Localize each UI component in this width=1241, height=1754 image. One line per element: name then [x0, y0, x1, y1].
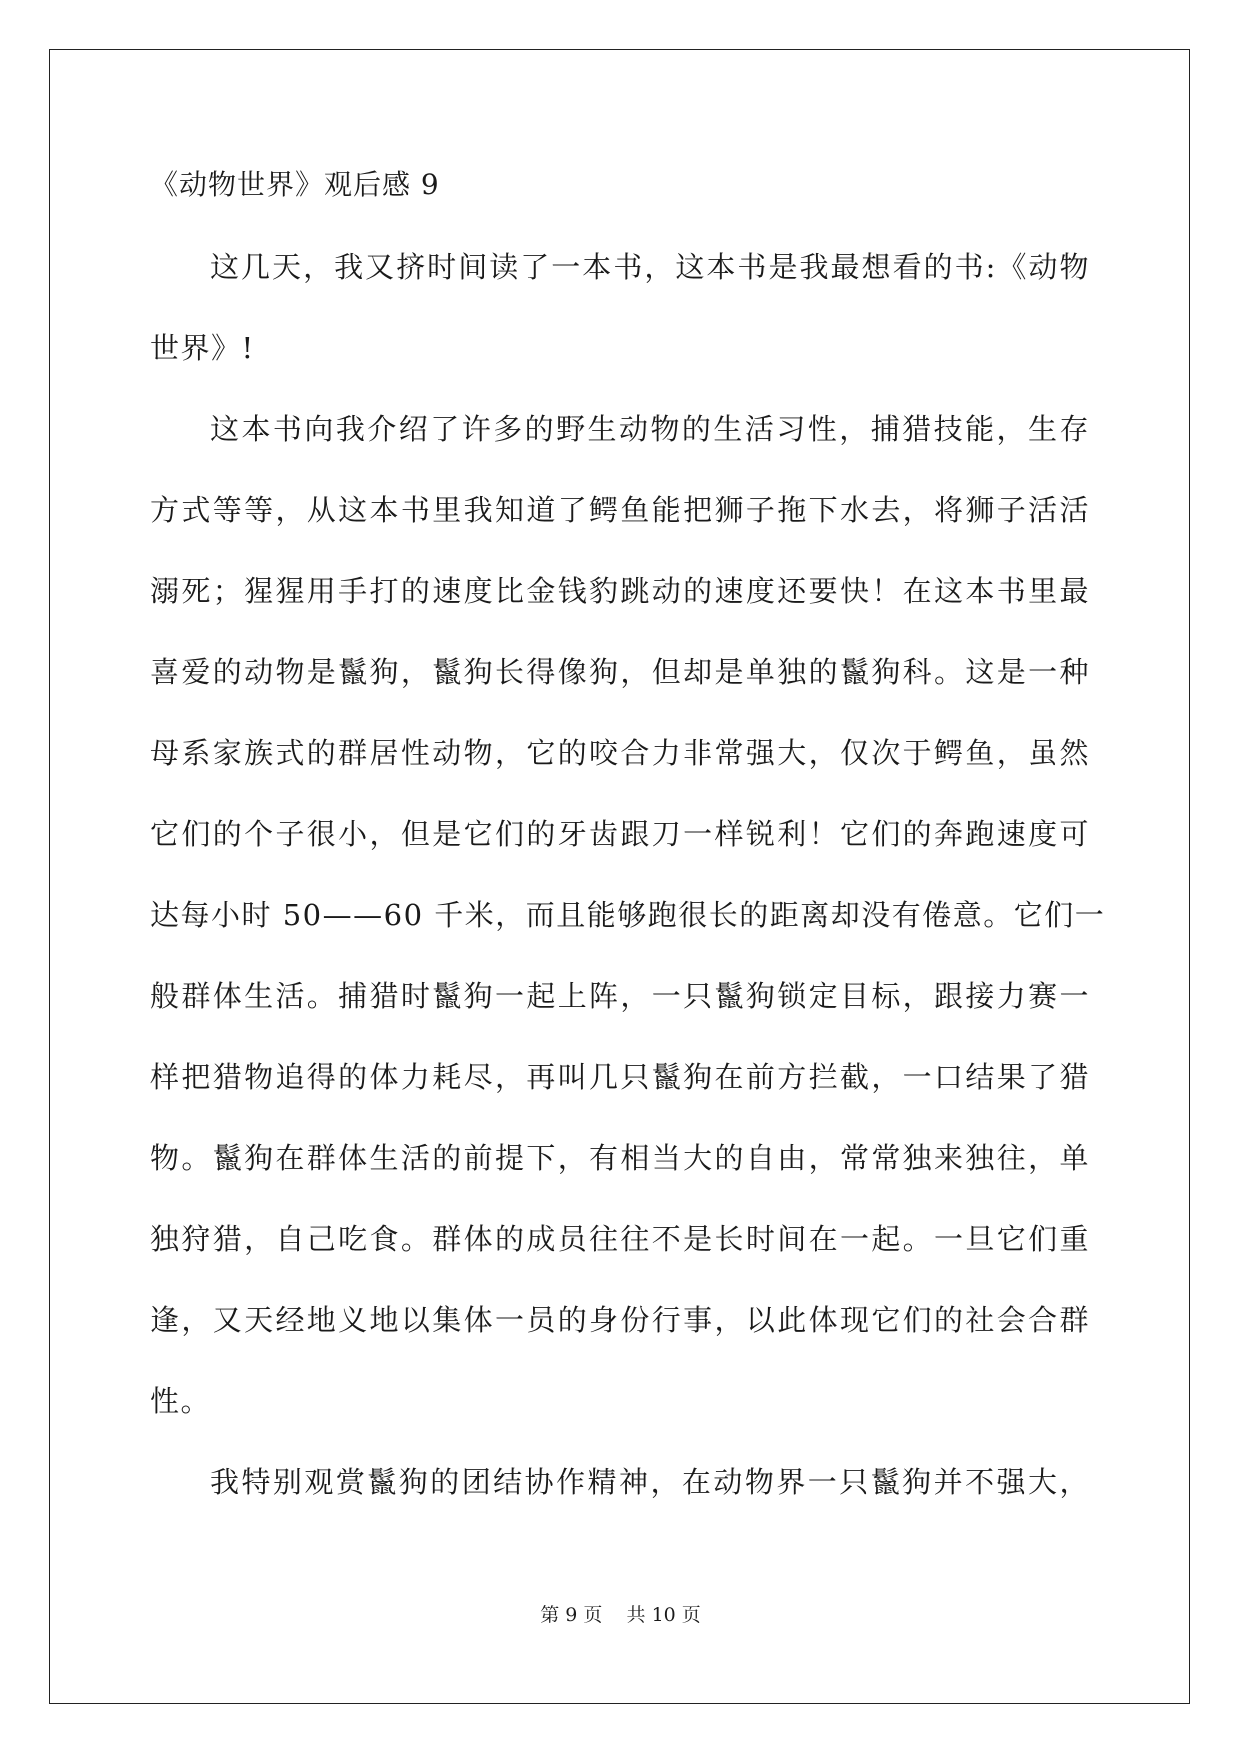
text-line: 达每小时 50——60 千米，而且能够跑很长的距离却没有倦意。它们一: [150, 898, 1106, 932]
text-line: 这本书向我介绍了许多的野生动物的生活习性，捕猎技能，生存: [210, 412, 1090, 446]
paragraph-1: [150, 227, 1090, 389]
text-line: 性。: [150, 1384, 212, 1418]
document-body: [150, 165, 1106, 1523]
text-line: 世界》!: [150, 331, 255, 365]
text-line: 这几天，我又挤时间读了一本书，这本书是我最想看的书:《动物: [210, 250, 1090, 284]
page-number-footer: 第 9 页 共 10 页: [540, 1604, 701, 1626]
text-line: 逢，又天经地义地以集体一员的身份行事，以此体现它们的社会合群: [150, 1303, 1090, 1337]
text-line: 样把猎物追得的体力耗尽，再叫几只鬣狗在前方拦截，一口结果了猎: [150, 1060, 1090, 1094]
text-line: 独狩猎，自己吃食。群体的成员往往不是长时间在一起。一旦它们重: [150, 1222, 1090, 1256]
document-title: 《动物世界》观后感 9: [150, 168, 440, 201]
text-line: 我特别观赏鬣狗的团结协作精神，在动物界一只鬣狗并不强大，: [210, 1465, 1090, 1499]
paragraph-3: [150, 1442, 1090, 1523]
text-line: 喜爱的动物是鬣狗，鬣狗长得像狗，但却是单独的鬣狗科。这是一种: [150, 655, 1090, 689]
text-line: 物。鬣狗在群体生活的前提下，有相当大的自由，常常独来独往，单: [150, 1141, 1090, 1175]
text-line: 方式等等，从这本书里我知道了鳄鱼能把狮子拖下水去，将狮子活活: [150, 493, 1090, 527]
paragraph-2: [150, 389, 1106, 1442]
text-line: 般群体生活。捕猎时鬣狗一起上阵，一只鬣狗锁定目标，跟接力赛一: [150, 979, 1090, 1013]
text-line: 它们的个子很小，但是它们的牙齿跟刀一样锐利！它们的奔跑速度可: [150, 817, 1090, 851]
text-line: 溺死；猩猩用手打的速度比金钱豹跳动的速度还要快！在这本书里最: [150, 574, 1090, 608]
text-line: 母系家族式的群居性动物，它的咬合力非常强大，仅次于鳄鱼，虽然: [150, 736, 1090, 770]
